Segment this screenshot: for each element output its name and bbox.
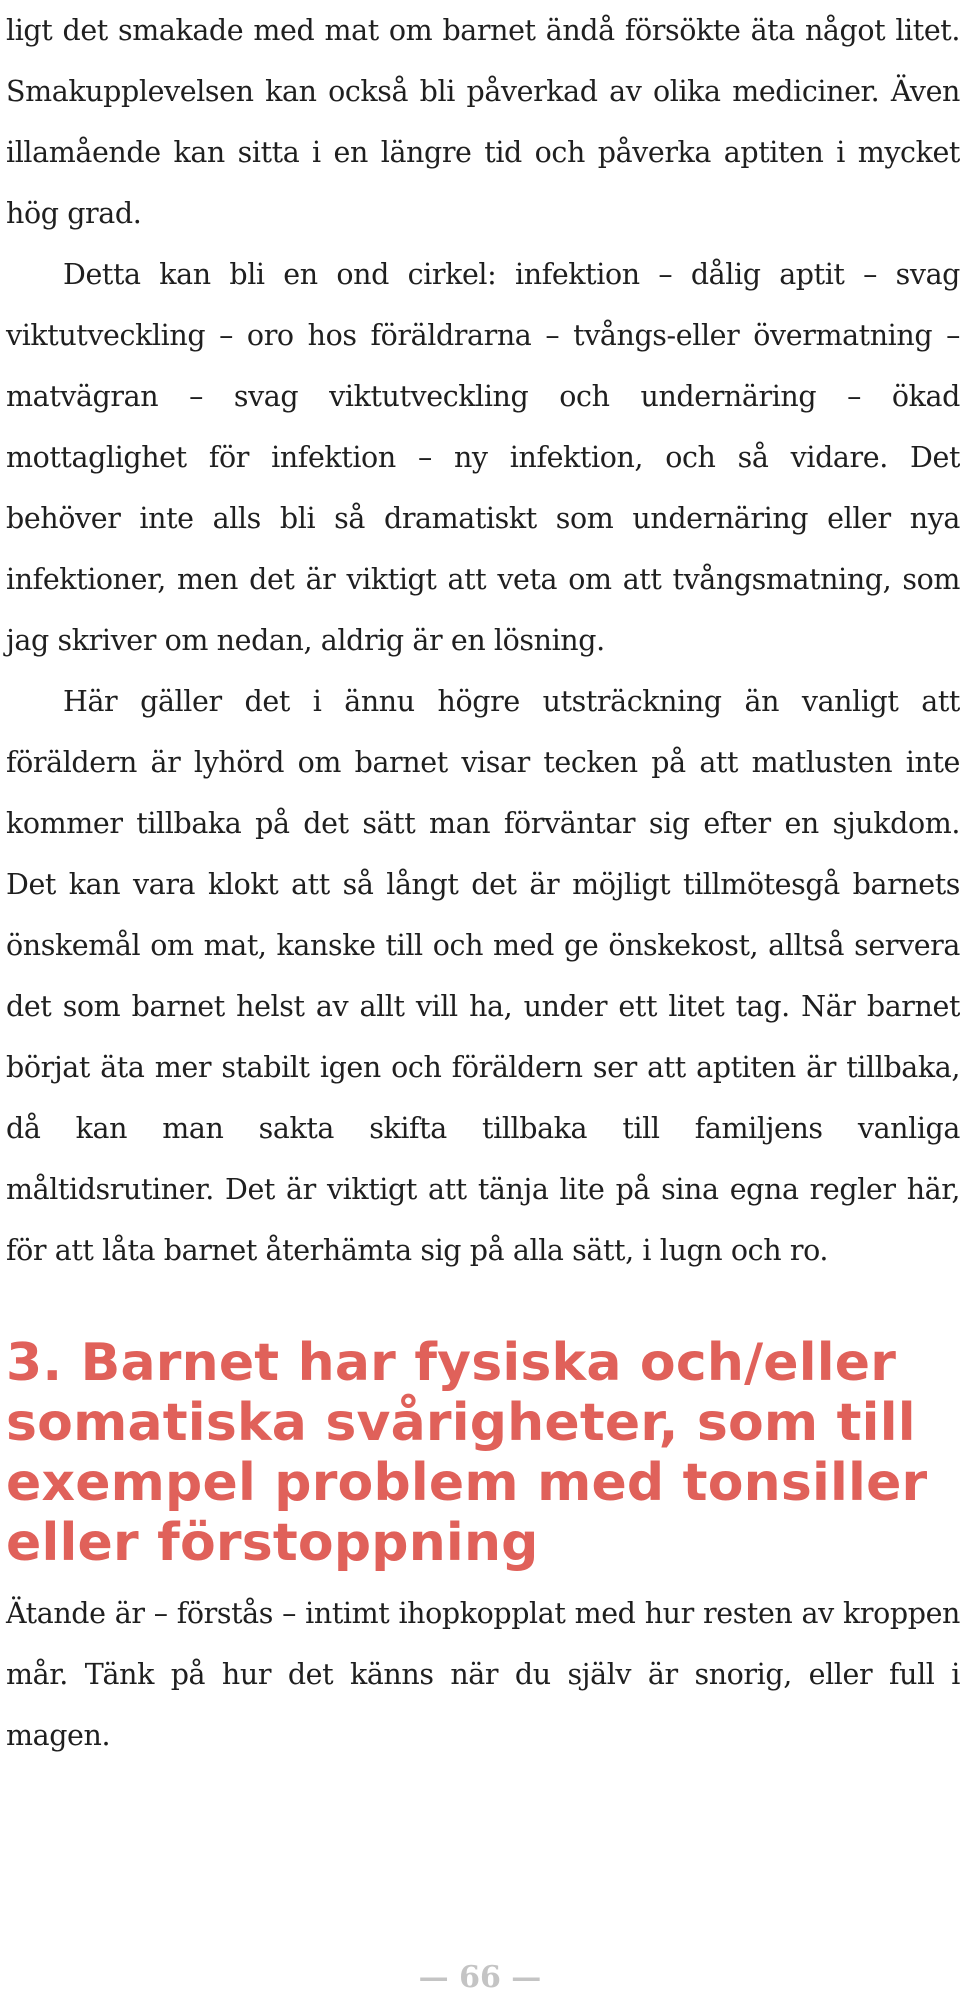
section-paragraph: Ätande är – förstås – intimt ihopkopplat med hur resten av kroppen mår. Tänk på hur det känns när du själv är snorig, eller full i magen. xyxy=(6,1597,960,1752)
section-heading: 3. Barnet har fysiska och/eller somatiska svårigheter, som till exempel problem med tonsiller eller förstoppning xyxy=(6,1333,928,1573)
page-number: — 66 — xyxy=(418,1960,542,1995)
body-paragraph-3: Här gäller det i ännu högre utsträckning än vanligt att föräldern är lyhörd om barnet visar tecken på att matlusten inte kommer tillbaka på det sätt man förväntar sig efter en sjukdom. Det kan vara klokt att så långt det är möjligt tillmötesgå barnets önskemål om mat, kanske till och med ge önskekost, alltså servera det som barnet helst av allt vill ha, under ett litet tag. När barnet börjat äta mer stabilt igen och föräldern ser att aptiten är tillbaka, då kan man sakta skifta tillbaka till familjens vanliga måltidsrutiner. Det är viktigt att tänja lite på sina egna regler här, för att låta barnet återhämta sig på alla sätt, i lugn och ro. xyxy=(6,685,960,1267)
document-page xyxy=(6,0,960,1766)
body-paragraph-1: ligt det smakade med mat om barnet ändå försökte äta något litet. Smakupplevelsen kan också bli påverkad av olika mediciner. Även illamående kan sitta i en längre tid och påverka aptiten i mycket hög grad. xyxy=(6,14,960,230)
body-paragraph-2: Detta kan bli en ond cirkel: infektion – dålig aptit – svag viktutveckling – oro hos föräldrarna – tvångs-eller övermatning – matvägran – svag viktutveckling och undernäring – ökad mottaglighet för infektion – ny infektion, och så vidare. Det behöver inte alls bli så dramatiskt som undernäring eller nya infektioner, men det är viktigt att veta om att tvångsmatning, som jag skriver om nedan, aldrig är en lösning. xyxy=(6,258,960,657)
